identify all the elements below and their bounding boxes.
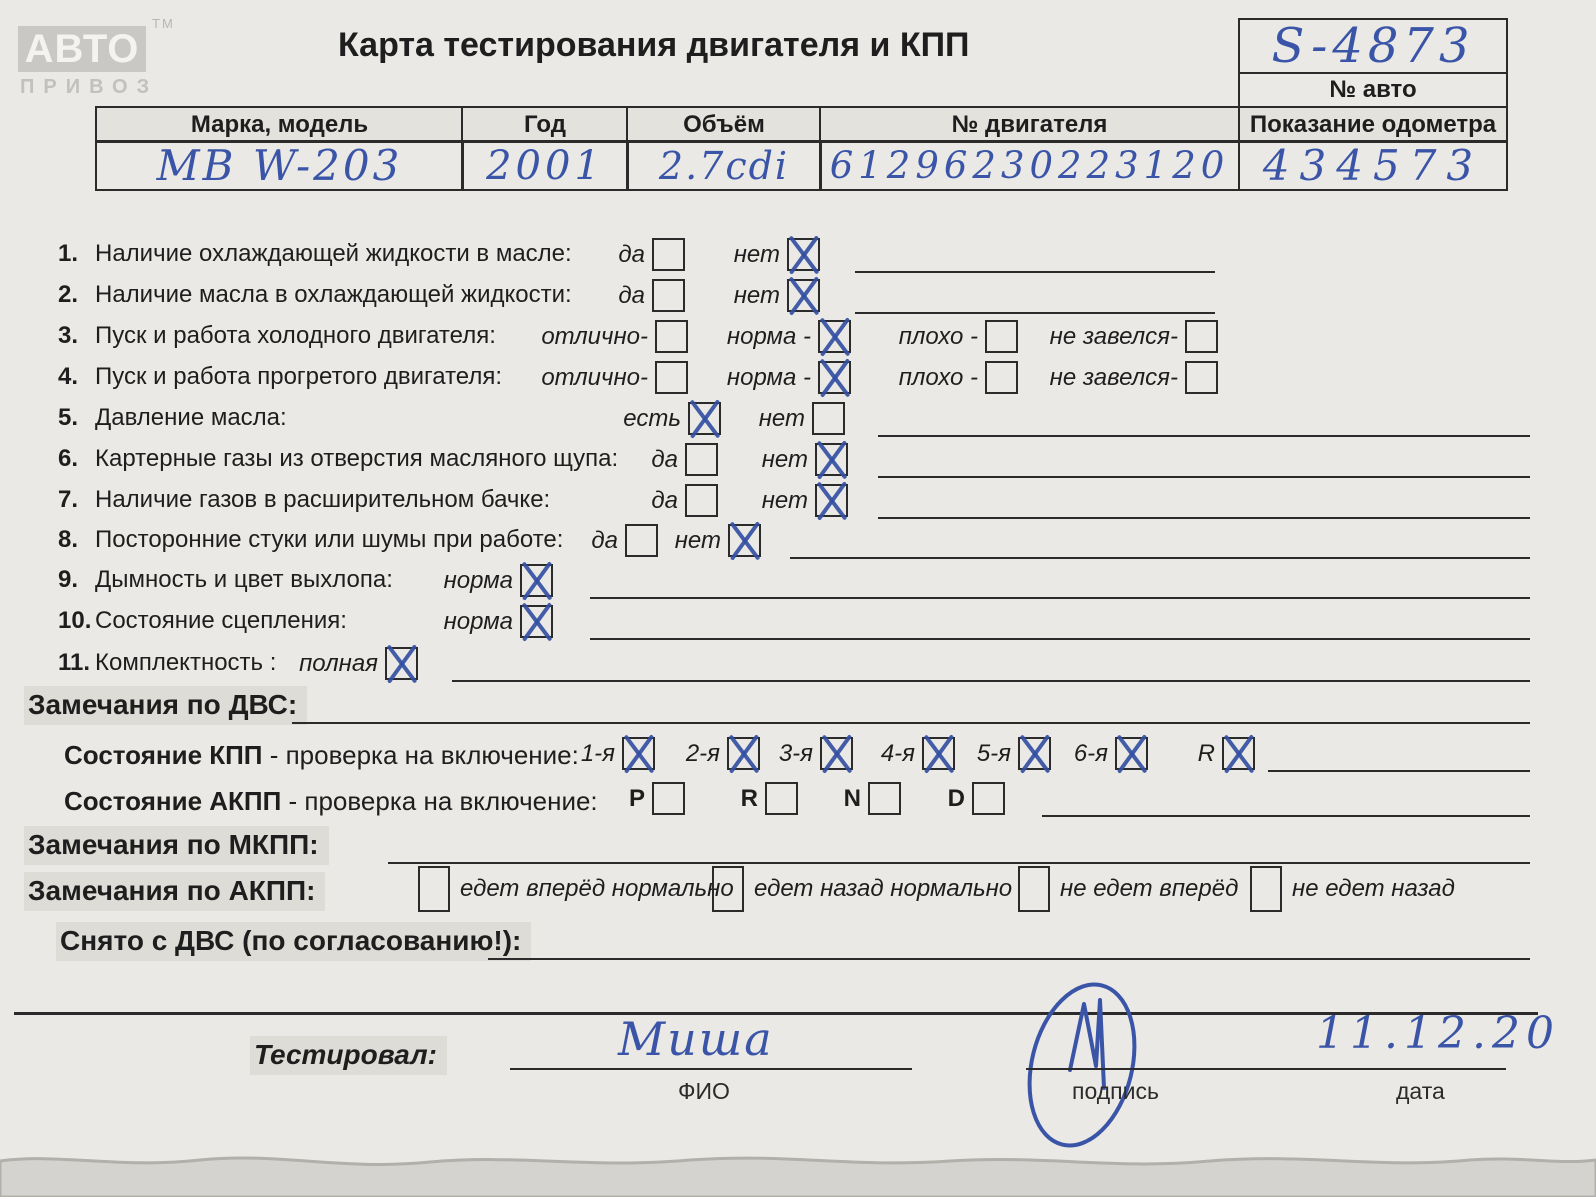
value-odometer-cell (1238, 140, 1508, 191)
akpp-line (1042, 815, 1530, 817)
date-line (1230, 1068, 1506, 1070)
trademark-label: ТМ (152, 16, 175, 31)
check-option (898, 320, 1018, 353)
checkbox (972, 782, 1005, 815)
footer-divider-line (14, 1012, 1538, 1015)
blank-answer-line (878, 476, 1530, 478)
check-option (685, 737, 760, 770)
check-option (443, 605, 553, 638)
value-engine-number-cell (819, 140, 1240, 191)
checkbox (815, 443, 848, 476)
blank-answer-line (878, 517, 1530, 519)
torn-paper-edge (0, 1127, 1596, 1197)
check-option (628, 782, 685, 815)
checklist-row (0, 564, 1596, 604)
akpp-remark-options (0, 866, 1596, 916)
check-option (651, 484, 718, 517)
check-option-label: да (651, 446, 678, 473)
check-option (843, 782, 901, 815)
check-option (1049, 361, 1218, 394)
check-option-label: норма (443, 608, 513, 635)
check-option-label: не завелся- (1049, 364, 1178, 391)
checkbox (815, 484, 848, 517)
check-option (623, 402, 721, 435)
checklist-row (0, 524, 1596, 564)
check-option-label: 5-я (976, 740, 1011, 767)
item-label: Наличие газов в расширительном бачке: (95, 486, 551, 513)
date-value: 11.12.20 (1316, 1008, 1560, 1059)
value-make-model-cell (95, 140, 464, 191)
check-option (726, 320, 851, 353)
check-option-label: есть (623, 405, 681, 432)
checkbox (622, 737, 655, 770)
item-number: 10. (58, 607, 92, 634)
check-option-label: да (618, 282, 645, 309)
checklist-row (0, 647, 1596, 687)
header-engine-number-label: № двигателя (951, 110, 1108, 138)
check-option-label: N (843, 785, 861, 812)
check-option (580, 737, 655, 770)
check-option-label: нет (733, 282, 780, 309)
checkbox (818, 320, 851, 353)
check-option (674, 524, 761, 557)
checkbox (812, 402, 845, 435)
logo-subtitle: ПРИВОЗ (20, 76, 159, 98)
check-option-label: 3-я (778, 740, 813, 767)
item-label: Давление масла: (95, 404, 287, 431)
value-volume: 2.7cdi (658, 143, 790, 188)
header-make-model (95, 106, 464, 143)
checklist-row (0, 484, 1596, 524)
check-option (443, 564, 553, 597)
checkbox (520, 564, 553, 597)
check-option-label: не завелся- (1049, 323, 1178, 350)
tested-by-label: Тестировал: (250, 1036, 447, 1075)
item-number: 7. (58, 486, 79, 513)
checkbox (1185, 320, 1218, 353)
item-label: Наличие масла в охлаждающей жидкости: (95, 281, 572, 308)
checkbox (985, 320, 1018, 353)
item-label: Посторонние стуки или шумы при работе: (95, 526, 564, 553)
check-option (726, 361, 851, 394)
fio-line (510, 1068, 912, 1070)
check-option (1073, 737, 1148, 770)
check-option-label: нет (758, 405, 805, 432)
checklist-row (0, 443, 1596, 483)
checkbox (922, 737, 955, 770)
check-option (591, 524, 658, 557)
item-number: 11. (58, 649, 91, 676)
value-volume-cell (626, 140, 822, 191)
check-option (618, 238, 685, 271)
check-option (898, 361, 1018, 394)
kpp-line (1268, 770, 1530, 772)
logo-box (18, 26, 146, 72)
item-number: 3. (58, 322, 79, 349)
value-year: 2001 (486, 142, 604, 189)
akpp-check-label-rest: - проверка на включение: (281, 786, 598, 816)
blank-answer-line (878, 435, 1530, 437)
check-option (778, 737, 853, 770)
check-option-label: да (651, 487, 678, 514)
item-label: Комплектность : (95, 649, 277, 676)
check-option (758, 402, 845, 435)
check-option (733, 279, 820, 312)
checkbox (418, 866, 450, 912)
checkbox (1018, 866, 1050, 912)
header-odometer-label: Показание одометра (1249, 110, 1497, 138)
check-option-label: не едет назад (1292, 875, 1455, 902)
check-option-label: 1-я (580, 740, 615, 767)
checkbox (652, 279, 685, 312)
blank-answer-line (590, 597, 1530, 599)
check-option (1049, 320, 1218, 353)
header-volume (626, 106, 822, 143)
checklist-row (0, 361, 1596, 401)
checkbox (652, 782, 685, 815)
item-label: Пуск и работа холодного двигателя: (95, 322, 496, 349)
item-label: Дымность и цвет выхлопа: (95, 566, 393, 593)
check-option-label: едет вперёд нормально (460, 875, 734, 902)
tester-name-signature: Миша (618, 1012, 774, 1066)
blank-answer-line (590, 638, 1530, 640)
value-make-model: МВ W-203 (156, 141, 403, 190)
check-option-label: плохо - (898, 323, 978, 350)
check-option-label: норма - (726, 323, 811, 350)
check-option-label: плохо - (898, 364, 978, 391)
date-label: дата (1396, 1078, 1445, 1104)
checkbox (1018, 737, 1051, 770)
check-option (1018, 866, 1239, 902)
kpp-check-label-bold: Состояние КПП (64, 740, 263, 770)
check-option (733, 238, 820, 271)
check-option-label: отлично- (541, 364, 648, 391)
checkbox (787, 238, 820, 271)
check-option (761, 443, 848, 476)
checkbox (868, 782, 901, 815)
page-title: Карта тестирования двигателя и КПП (338, 26, 970, 64)
car-number-label-cell (1238, 72, 1508, 108)
check-option-label: да (618, 241, 645, 268)
checkbox (820, 737, 853, 770)
header-odometer (1238, 106, 1508, 143)
checkbox (625, 524, 658, 557)
check-option-label: едет назад нормально (754, 875, 1013, 902)
car-number-value: S-4873 (1271, 18, 1475, 74)
check-option-label: да (591, 527, 618, 554)
header-engine-number (819, 106, 1240, 143)
check-option-label: R (1197, 740, 1215, 767)
check-option (541, 361, 688, 394)
check-option-label: 4-я (880, 740, 915, 767)
header-make-model-label: Марка, модель (190, 110, 369, 138)
check-option (761, 484, 848, 517)
check-option (651, 443, 718, 476)
value-year-cell (461, 140, 629, 191)
check-option (618, 279, 685, 312)
check-option-label: R (740, 785, 758, 812)
check-option (299, 647, 418, 680)
check-option-label: 6-я (1073, 740, 1108, 767)
check-option-label: P (628, 785, 645, 812)
item-label: Пуск и работа прогретого двигателя: (95, 363, 503, 390)
checklist-row (0, 605, 1596, 645)
kpp-check-label-rest: - проверка на включение: (262, 740, 579, 770)
mkpp-remarks-label: Замечания по МКПП: (24, 826, 329, 865)
checklist-row (0, 402, 1596, 442)
check-option (947, 782, 1005, 815)
checkbox (688, 402, 721, 435)
akpp-check-label-bold: Состояние АКПП (64, 786, 282, 816)
dvs-remarks-line (292, 722, 1530, 724)
checkbox (1250, 866, 1282, 912)
check-option (740, 782, 798, 815)
check-option (1250, 866, 1455, 902)
removed-from-engine-label: Снято с ДВС (по согласованию!): (56, 922, 531, 961)
checkbox (727, 737, 760, 770)
check-option (976, 737, 1051, 770)
checkbox (385, 647, 418, 680)
check-option (541, 320, 688, 353)
check-option-label: нет (674, 527, 721, 554)
fio-label: ФИО (678, 1078, 730, 1104)
value-odometer: 434573 (1262, 141, 1484, 190)
checkbox (685, 443, 718, 476)
check-option-label: норма (443, 567, 513, 594)
checkbox (728, 524, 761, 557)
header-volume-label: Объём (683, 110, 765, 138)
value-engine-number: 61296230223120 (829, 144, 1230, 187)
item-number: 4. (58, 363, 79, 390)
item-number: 5. (58, 404, 79, 431)
checklist-row (0, 238, 1596, 278)
check-option-label: норма - (726, 364, 811, 391)
check-option-label: полная (299, 650, 378, 677)
removed-line (488, 958, 1530, 960)
item-label: Картерные газы из отверстия масляного щупа: (95, 445, 619, 472)
checkbox (1185, 361, 1218, 394)
checkbox (520, 605, 553, 638)
blank-answer-line (855, 312, 1215, 314)
checklist-row (0, 320, 1596, 360)
header-year-label: Год (524, 110, 566, 138)
item-number: 1. (58, 240, 79, 267)
item-number: 9. (58, 566, 79, 593)
check-option-label: отлично- (541, 323, 648, 350)
car-number-label: № авто (1329, 76, 1417, 103)
checkbox (652, 238, 685, 271)
item-number: 8. (58, 526, 79, 553)
signature-line (1026, 1068, 1230, 1070)
check-option-label: нет (733, 241, 780, 268)
header-year (461, 106, 629, 143)
check-option (418, 866, 734, 902)
checkbox (685, 484, 718, 517)
akpp-remarks-label: Замечания по АКПП: (24, 872, 325, 911)
checkbox (1115, 737, 1148, 770)
check-option-label: нет (761, 487, 808, 514)
item-label: Наличие охлаждающей жидкости в масле: (95, 240, 572, 267)
logo-brand-text: АВТО (24, 26, 140, 71)
check-option (712, 866, 1013, 902)
check-option-label: не едет вперёд (1060, 875, 1239, 902)
check-option (1197, 737, 1255, 770)
checkbox (787, 279, 820, 312)
checklist-row (0, 279, 1596, 319)
check-option-label: D (947, 785, 965, 812)
blank-answer-line (790, 557, 1530, 559)
blank-answer-line (452, 680, 1530, 682)
blank-answer-line (855, 271, 1215, 273)
dvs-remarks-label: Замечания по ДВС: (24, 686, 307, 725)
checkbox (655, 361, 688, 394)
checkbox (985, 361, 1018, 394)
check-option-label: 2-я (685, 740, 720, 767)
item-number: 6. (58, 445, 79, 472)
checkbox (712, 866, 744, 912)
checkbox (655, 320, 688, 353)
check-option (880, 737, 955, 770)
signature-label: подпись (1072, 1078, 1159, 1104)
checkbox (818, 361, 851, 394)
checkbox (765, 782, 798, 815)
car-number-cell (1238, 18, 1508, 74)
item-label: Состояние сцепления: (95, 607, 347, 634)
check-option-label: нет (761, 446, 808, 473)
mkpp-remarks-line (388, 862, 1530, 864)
item-number: 2. (58, 281, 79, 308)
checkbox (1222, 737, 1255, 770)
